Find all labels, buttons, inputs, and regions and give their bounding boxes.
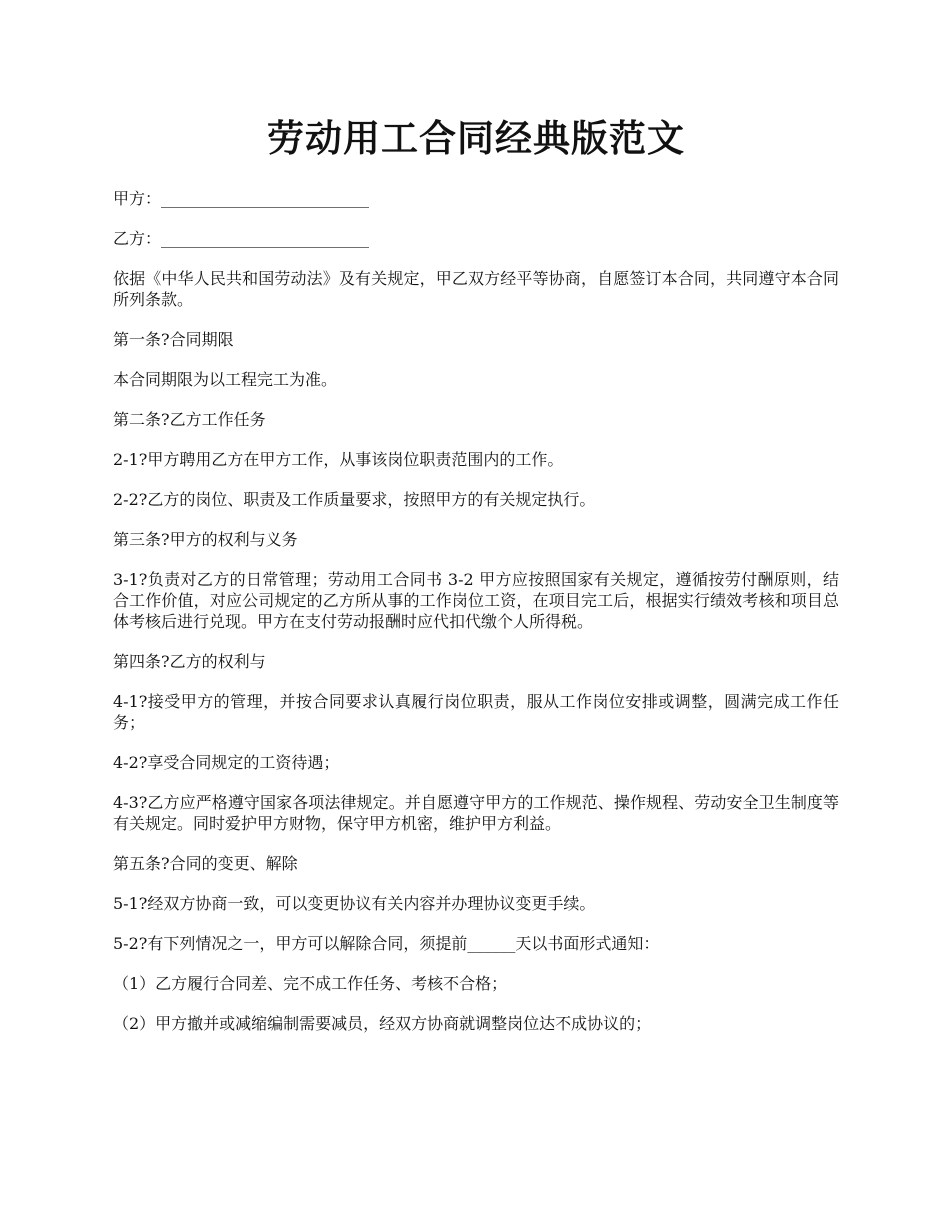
article-1-heading: 第一条?合同期限	[113, 330, 234, 349]
clause-4-2: 4-2?享受合同规定的工资待遇；	[113, 753, 340, 772]
article-5-heading: 第五条?合同的变更、解除	[113, 854, 298, 873]
clause-2-1: 2-1?甲方聘用乙方在甲方工作，从事该岗位职责范围内的工作。	[113, 450, 564, 469]
party-a-line: 甲方：__________________________	[113, 189, 370, 208]
clause-4-1: 4-1?接受甲方的管理，并按合同要求认真履行岗位职责，服从工作岗位安排或调整，圆满完成工作任务；	[113, 692, 839, 732]
preamble-paragraph: 依据《中华人民共和国劳动法》及有关规定，甲乙双方经平等协商，自愿签订本合同，共同遵守本合同所列条款。	[113, 269, 839, 309]
clause-2-2: 2-2?乙方的岗位、职责及工作质量要求，按照甲方的有关规定执行。	[113, 490, 596, 509]
article-3-heading: 第三条?甲方的权利与义务	[113, 530, 298, 549]
condition-item-1: （1）乙方履行合同差、完不成工作任务、考核不合格；	[113, 974, 508, 993]
clause-3-1: 3-1?负责对乙方的日常管理；劳动用工合同书 3-2 甲方应按照国家有关规定，遵循按劳付酬原则，结合工作价值，对应公司规定的乙方所从事的工作岗位工资，在项目完工后，根据实行绩效考核和项目总体考核后进行兑现。甲方在支付劳动报酬时应代扣代缴个人所得税。	[113, 570, 839, 631]
clause-5-2: 5-2?有下列情况之一，甲方可以解除合同，须提前______天以书面形式通知：	[113, 934, 660, 953]
clause-4-3: 4-3?乙方应严格遵守国家各项法律规定。并自愿遵守甲方的工作规范、操作规程、劳动安全卫生制度等有关规定。同时爱护甲方财物，保守甲方机密，维护甲方利益。	[113, 793, 839, 833]
condition-item-2: （2）甲方撤并或减缩编制需要减员，经双方协商就调整岗位达不成协议的；	[113, 1014, 652, 1033]
article-2-heading: 第二条?乙方工作任务	[113, 410, 266, 429]
article-1-body: 本合同期限为以工程完工为准。	[113, 370, 338, 389]
party-b-line: 乙方：__________________________	[113, 229, 370, 248]
document-title: 劳动用工合同经典版范文	[267, 116, 685, 160]
clause-5-1: 5-1?经双方协商一致，可以变更协议有关内容并办理协议变更手续。	[113, 894, 596, 913]
document-page	[113, 112, 839, 1053]
article-4-heading: 第四条?乙方的权利与	[113, 652, 266, 671]
